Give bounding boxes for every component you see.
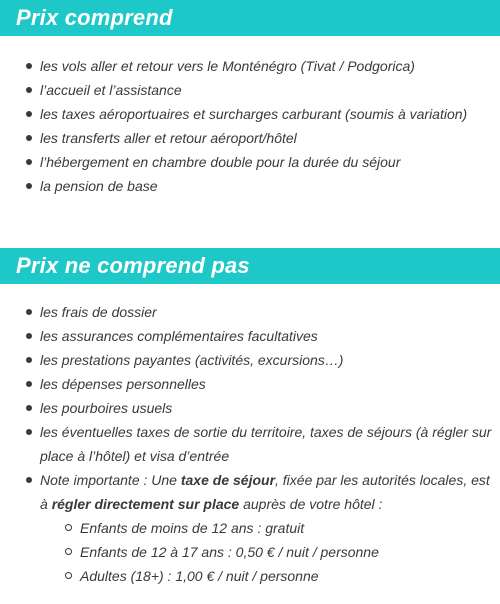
- list-item: les pourboires usuels: [0, 396, 500, 420]
- tax-rate-item: Enfants de 12 à 17 ans : 0,50 € / nuit / personne: [40, 540, 494, 564]
- excluded-list: [0, 300, 500, 588]
- note-text-part3: auprès de votre hôtel :: [239, 496, 383, 512]
- note-text-part1: Note importante : Une: [40, 472, 181, 488]
- note-text-part2: , fixée par les autorités locales, est à: [40, 472, 490, 512]
- list-item: les dépenses personnelles: [0, 372, 500, 396]
- list-item: les prestations payantes (activités, excursions…): [0, 348, 500, 372]
- included-list: [0, 54, 500, 198]
- list-item: l’accueil et l’assistance: [0, 78, 500, 102]
- list-item: les taxes aéroportuaires et surcharges carburant (soumis à variation): [0, 102, 500, 126]
- list-item: les vols aller et retour vers le Monténégro (Tivat / Podgorica): [0, 54, 500, 78]
- list-item: les frais de dossier: [0, 300, 500, 324]
- included-title: Prix comprend: [16, 5, 173, 30]
- list-item: les éventuelles taxes de sortie du territoire, taxes de séjours (à régler sur place à l’hôtel) et visa d’entrée: [0, 420, 500, 468]
- note-item: [0, 468, 500, 588]
- tax-rate-item: Adultes (18+) : 1,00 € / nuit / personne: [40, 564, 494, 588]
- included-section-header: [0, 0, 500, 36]
- list-item: les transferts aller et retour aéroport/hôtel: [0, 126, 500, 150]
- excluded-section-header: [0, 248, 500, 284]
- note-bold-tax: taxe de séjour: [180, 472, 276, 488]
- tax-rate-list: [40, 516, 494, 588]
- list-item: l’hébergement en chambre double pour la durée du séjour: [0, 150, 500, 174]
- excluded-title: Prix ne comprend pas: [16, 253, 250, 278]
- list-item: la pension de base: [0, 174, 500, 198]
- list-item: les assurances complémentaires facultatives: [0, 324, 500, 348]
- tax-rate-item: Enfants de moins de 12 ans : gratuit: [40, 516, 494, 540]
- note-bold-pay: régler directement sur place: [51, 496, 240, 512]
